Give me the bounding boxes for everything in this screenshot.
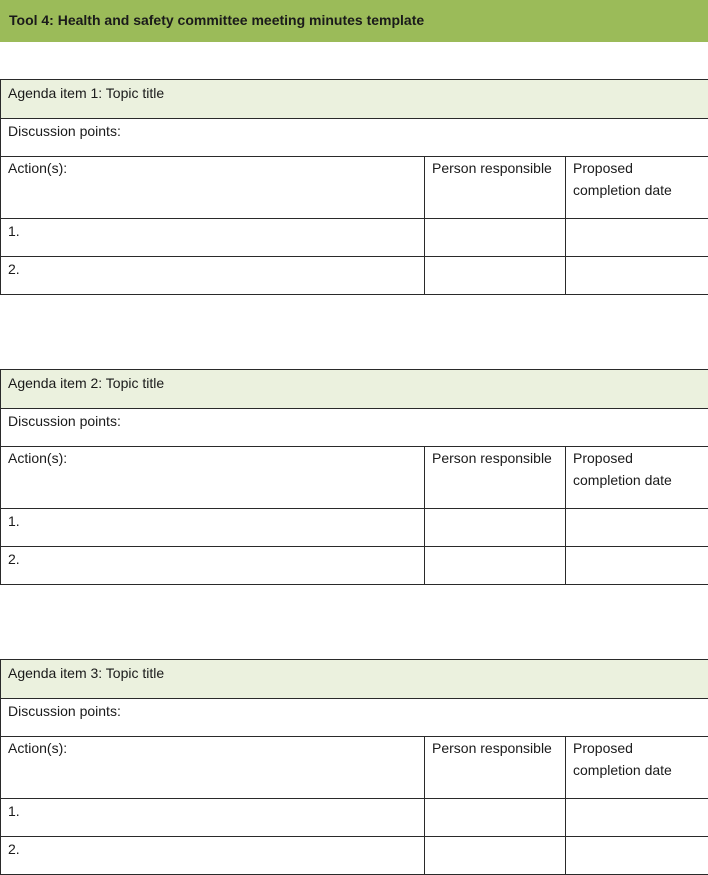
topic-title-cell[interactable]: Agenda item 3: Topic title [1,660,708,699]
action-cell[interactable]: 2. [1,547,425,585]
action-row [1,257,708,295]
action-cell[interactable]: 2. [1,257,425,295]
action-header-row [1,157,708,219]
person-responsible-cell[interactable] [425,547,566,585]
action-row [1,219,708,257]
action-header-row [1,737,708,799]
discussion-row [1,699,708,737]
discussion-row [1,119,708,157]
completion-date-header-cell: Proposed completion date [566,737,708,799]
topic-title-cell[interactable]: Agenda item 1: Topic title [1,80,708,119]
topic-row [1,370,708,409]
discussion-points-cell[interactable]: Discussion points: [1,409,708,447]
person-responsible-cell[interactable] [425,219,566,257]
person-responsible-cell[interactable] [425,837,566,875]
document-title: Tool 4: Health and safety committee meeting minutes template [9,12,425,28]
person-responsible-header-cell: Person responsible [425,737,566,799]
completion-date-cell[interactable] [566,547,708,585]
agenda-item-table [0,369,708,585]
person-responsible-header-cell: Person responsible [425,447,566,509]
topic-row [1,660,708,699]
person-responsible-cell[interactable] [425,257,566,295]
completion-date-cell[interactable] [566,837,708,875]
agenda-item-table [0,659,708,875]
discussion-row [1,409,708,447]
completion-date-cell[interactable] [566,799,708,837]
topic-title-cell[interactable]: Agenda item 2: Topic title [1,370,708,409]
agenda-item-table [0,79,708,295]
action-header-row [1,447,708,509]
person-responsible-cell[interactable] [425,509,566,547]
action-cell[interactable]: 1. [1,509,425,547]
completion-date-cell[interactable] [566,219,708,257]
actions-header-cell: Action(s): [1,157,425,219]
document-title-bar [0,0,708,42]
person-responsible-header-cell: Person responsible [425,157,566,219]
person-responsible-cell[interactable] [425,799,566,837]
action-row [1,509,708,547]
completion-date-header-cell: Proposed completion date [566,447,708,509]
completion-date-cell[interactable] [566,509,708,547]
action-row [1,837,708,875]
actions-header-cell: Action(s): [1,447,425,509]
actions-header-cell: Action(s): [1,737,425,799]
completion-date-header-cell: Proposed completion date [566,157,708,219]
action-cell[interactable]: 2. [1,837,425,875]
action-row [1,799,708,837]
discussion-points-cell[interactable]: Discussion points: [1,699,708,737]
completion-date-cell[interactable] [566,257,708,295]
action-cell[interactable]: 1. [1,219,425,257]
action-cell[interactable]: 1. [1,799,425,837]
discussion-points-cell[interactable]: Discussion points: [1,119,708,157]
topic-row [1,80,708,119]
action-row [1,547,708,585]
